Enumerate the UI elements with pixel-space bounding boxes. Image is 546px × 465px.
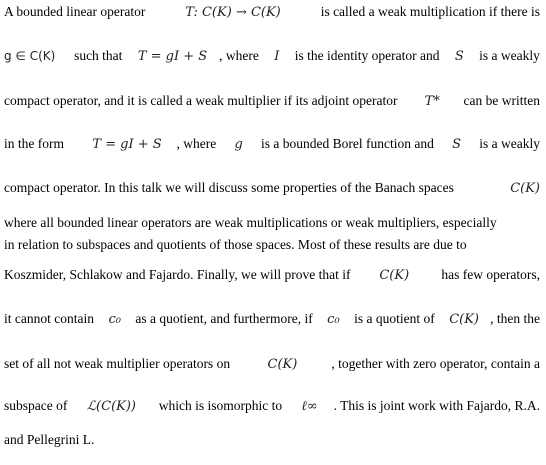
math-expression: ℒ(C(K)): [86, 399, 136, 414]
text-run: which is isomorphic to: [151, 398, 286, 413]
text-run: is the identity operator and: [291, 48, 443, 63]
abstract-line: [4, 93, 540, 109]
text-run: such that: [67, 48, 126, 63]
text-run: , where: [176, 136, 220, 151]
text-run: Koszmider, Schlakow and Fajardo. Finally, we will prove that if: [4, 267, 354, 282]
math-expression: g: [234, 137, 243, 152]
text-run: in the form: [4, 136, 78, 151]
text-run: , then the: [490, 311, 540, 326]
math-expression: c₀: [327, 312, 340, 327]
text-run: subspace of: [4, 398, 71, 413]
abstract-line: [4, 237, 540, 253]
math-expression: T: C(K) → C(K): [185, 5, 281, 20]
math-expression: S: [452, 137, 462, 152]
abstract-line: [4, 48, 540, 64]
abstract-line: [4, 215, 540, 231]
text-run: compact operator. In this talk we will discuss some properties of the Banach spaces: [4, 180, 458, 195]
math-expression: C(K): [449, 312, 480, 327]
text-run: can be written: [463, 93, 540, 108]
math-expression: C(K): [379, 268, 410, 283]
math-expression: C(K): [267, 357, 298, 372]
text-run: . This is joint work with Fajardo, R.A.: [333, 398, 540, 413]
abstract-line: [4, 4, 540, 20]
text-run: compact operator, and it is called a weak multiplier if its adjoint operator: [4, 93, 401, 108]
text-run: where all bounded linear operators are weak multiplications or weak multipliers, especially: [4, 215, 497, 230]
text-run: as a quotient, and furthermore, if: [132, 311, 317, 326]
abstract-line: [4, 398, 540, 414]
text-run: A bounded linear operator: [4, 4, 149, 19]
text-run: is a weakly: [475, 48, 540, 63]
abstract-line: [4, 180, 540, 196]
math-expression: ℓ∞: [301, 399, 318, 414]
abstract-line: [4, 267, 540, 283]
text-run: , together with zero operator, contain a: [331, 356, 540, 371]
math-expression: S: [454, 49, 464, 64]
abstract-line: [4, 432, 540, 448]
text-run: is a bounded Borel function and: [257, 136, 438, 151]
abstract-line: [4, 311, 540, 327]
abstract-line: [4, 136, 540, 152]
math-expression: g ∈ C(K): [4, 49, 56, 63]
math-expression: T = gI + S: [92, 137, 162, 152]
text-run: , where: [219, 48, 263, 63]
abstract-line: [4, 356, 540, 372]
math-expression: c₀: [108, 312, 121, 327]
math-expression: C(K): [510, 181, 540, 196]
text-run: is a quotient of: [350, 311, 439, 326]
text-run: is called a weak multiplication if there is: [317, 4, 540, 19]
math-expression: T*: [424, 94, 440, 109]
text-run: is a weakly: [475, 136, 540, 151]
text-run: has few operators,: [434, 267, 540, 282]
text-run: set of all not weak multiplier operators on: [4, 356, 234, 371]
text-run: and Pellegrini L.: [4, 432, 95, 447]
text-run: it cannot contain: [4, 311, 98, 326]
text-run: in relation to subspaces and quotients of those spaces. Most of these results are due to: [4, 237, 467, 252]
math-expression: T = gI + S: [137, 49, 208, 64]
math-expression: I: [274, 49, 280, 64]
